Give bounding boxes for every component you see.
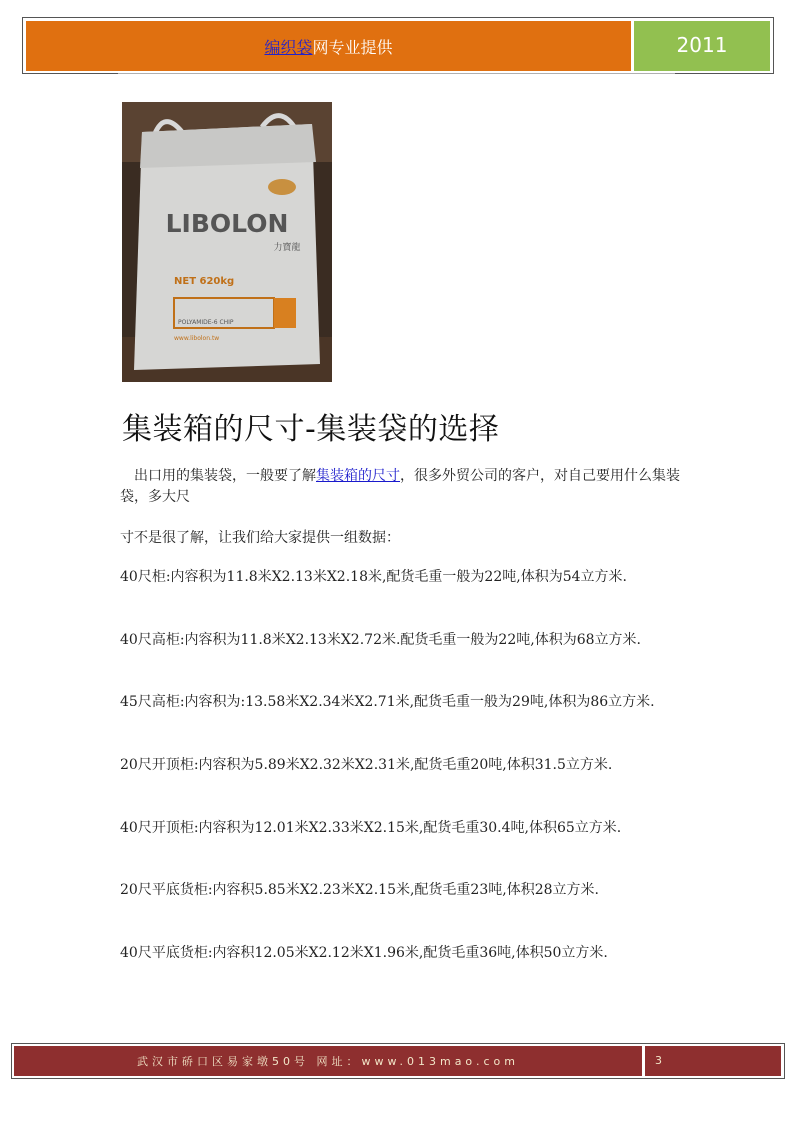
intro-text-before: 出口用的集装袋，一般要了解 — [134, 468, 316, 484]
container-size-link[interactable]: 集装箱的尺寸 — [316, 468, 400, 484]
spec-paragraph-20ft-flat-rack: 20尺平底货柜:内容积5.85米X2.23米X2.15米,配货毛重23吨,体积28立方米. — [120, 882, 599, 898]
photo-net-weight: NET 620kg — [174, 276, 235, 287]
header-year-box — [634, 21, 770, 71]
spec-paragraph-20ft-open-top: 20尺开顶柜:内容积为5.89米X2.32米X2.31米,配货毛重20吨,体积31.5立方米. — [120, 757, 613, 773]
bulk-bag-photo — [122, 102, 332, 382]
page-number: 3 — [655, 1054, 662, 1067]
page-title: 集装箱的尺寸-集装袋的选择 — [122, 412, 500, 447]
spec-paragraph-40ft-high-cube: 40尺高柜:内容积为11.8米X2.13米X2.72米.配货毛重一般为22吨,体积为68立方米. — [120, 632, 641, 648]
header-banner — [26, 21, 631, 71]
header-title — [26, 35, 631, 58]
photo-website: www.libolon.tw — [174, 335, 220, 342]
spec-paragraph-40ft: 40尺柜:内容积为11.8米X2.13米X2.18米,配货毛重一般为22吨,体积为54立方米. — [120, 569, 627, 585]
footer-address: 武汉市硚口区易家墩50号 网址：www.013mao.com — [137, 1055, 519, 1068]
photo-brand-cn: 力寶龍 — [273, 243, 301, 253]
header-link-woven-bag[interactable]: 编织袋 — [264, 38, 313, 57]
photo-product: POLYAMIDE-6 CHIP — [178, 319, 234, 326]
spec-paragraph-40ft-open-top: 40尺开顶柜:内容积为12.01米X2.33米X2.15米,配货毛重30.4吨,体积65立方米. — [120, 820, 622, 836]
header-divider — [118, 73, 675, 74]
header-title-rest: 网专业提供 — [312, 38, 393, 57]
intro-paragraph — [120, 466, 680, 508]
photo-brand: LIBOLON — [165, 209, 289, 238]
spec-paragraph-40ft-flat-rack: 40尺平底货柜:内容积12.05米X2.12米X1.96米,配货毛重36吨,体积50立方米. — [120, 945, 608, 961]
footer-banner — [14, 1046, 642, 1076]
header-year: 2011 — [676, 33, 728, 57]
intro-continuation: 寸不是很了解，让我们给大家提供一组数据： — [120, 530, 400, 546]
footer-page-box — [645, 1046, 781, 1076]
intro-text-after: ，很多外贸公司的客户，对自己要用什么集装袋，多大尺 — [120, 468, 680, 505]
spec-paragraph-45ft-high-cube: 45尺高柜:内容积为:13.58米X2.34米X2.71米,配货毛重一般为29吨,体积为86立方米. — [120, 694, 655, 710]
